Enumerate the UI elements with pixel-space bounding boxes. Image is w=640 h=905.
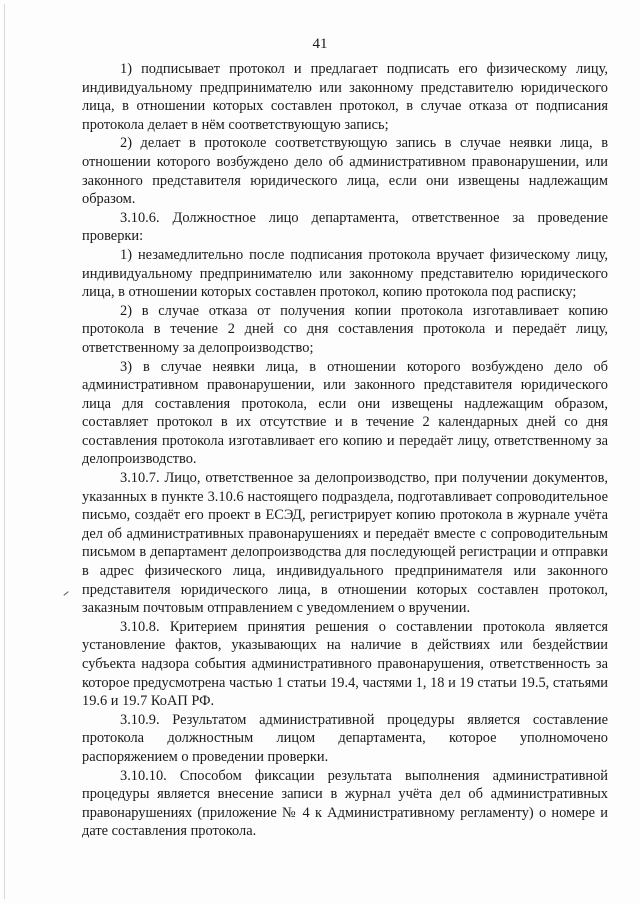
margin-pen-mark: [63, 591, 68, 596]
page-number: 41: [312, 36, 328, 52]
paragraph-sign-protocol: 1) подписывает протокол и предлагает подписать его физическому лицу, индивидуальному предпринимателю или законному представителю юридического лица, в отношении которых составлен протокол, в случае отказа от подписания протокола делает в нём соответствующую запись;: [82, 61, 608, 133]
paragraph-3-10-6: 3.10.6. Должностное лицо департамента, ответственное за проведение проверки:: [82, 209, 608, 245]
paragraph-3-10-10: 3.10.10. Способом фиксации результата выполнения административной процедуры является внесение записи в журнал учёта дел об административных правонарушениях (приложение № 4 к Административному регламенту) о номере и дате составления протокола.: [82, 767, 608, 840]
paragraph-3-10-9: 3.10.9. Результатом административной процедуры является составление протокола должностным лицом департамента, которое уполномочено распоряжением о проведении проверки.: [82, 711, 608, 765]
paragraph-3-10-8: 3.10.8. Критерием принятия решения о составлении протокола является установление фактов, указывающих на наличие в действиях или бездействии субъекта надзора события административного правонарушения, ответственность за которое предусмотрена частью 1 статьи 19.4, частями 1, 18 и 19 статьи 19.5, статьями 19.6 и 19.7 КоАП РФ.: [82, 618, 608, 710]
paragraph-absence-record: 2) делает в протоколе соответствующую запись в случае неявки лица, в отношении которого возбуждено дело об административном правонарушении, или законного представителя юридического лица, если они извещены надлежащим образом.: [82, 135, 608, 208]
paragraph-3-10-7: 3.10.7. Лицо, ответственное за делопроизводство, при получении документов, указанных в пункте 3.10.6 настоящего подраздела, подготавливает сопроводительное письмо, создаёт его проект в ЕСЭД, регистрирует копию протокола в журнале учёта дел об административных правонарушениях и передаёт вместе с сопроводительным письмом в департамент делопроизводства для последующей регистрации и отправки в адрес физического лица, индивидуального предпринимателя или законного представителя юридического лица, в отношении которых составлен протокол, заказным почтовым отправлением с уведомлением о вручении.: [82, 470, 608, 617]
paragraph-hand-copy: 1) незамедлительно после подписания протокола вручает физическому лицу, индивидуальному предпринимателю или законному представителю юридического лица, в отношении которых составлен протокол, копию протокола под расписку;: [82, 246, 608, 301]
document-body: [82, 60, 608, 841]
paragraph-refusal-copy: 2) в случае отказа от получения копии протокола изготавливает копию протокола в течение 2 дней со дня составления протокола и передаёт лицу, ответственному за делопроизводство;: [82, 302, 608, 356]
scan-edge-line: [4, 4, 5, 899]
paragraph-absence-copy: 3) в случае неявки лица, в отношении которого возбуждено дело об административном правонарушении, или законного представителя юридического лица для составления протокола, если они извещены надлежащим образом, составляет протокол в их отсутствие и в течение 2 календарных дней со дня составления протокола изготавливает его копию и передаёт лицу, ответственному за делопроизводство.: [82, 358, 608, 468]
